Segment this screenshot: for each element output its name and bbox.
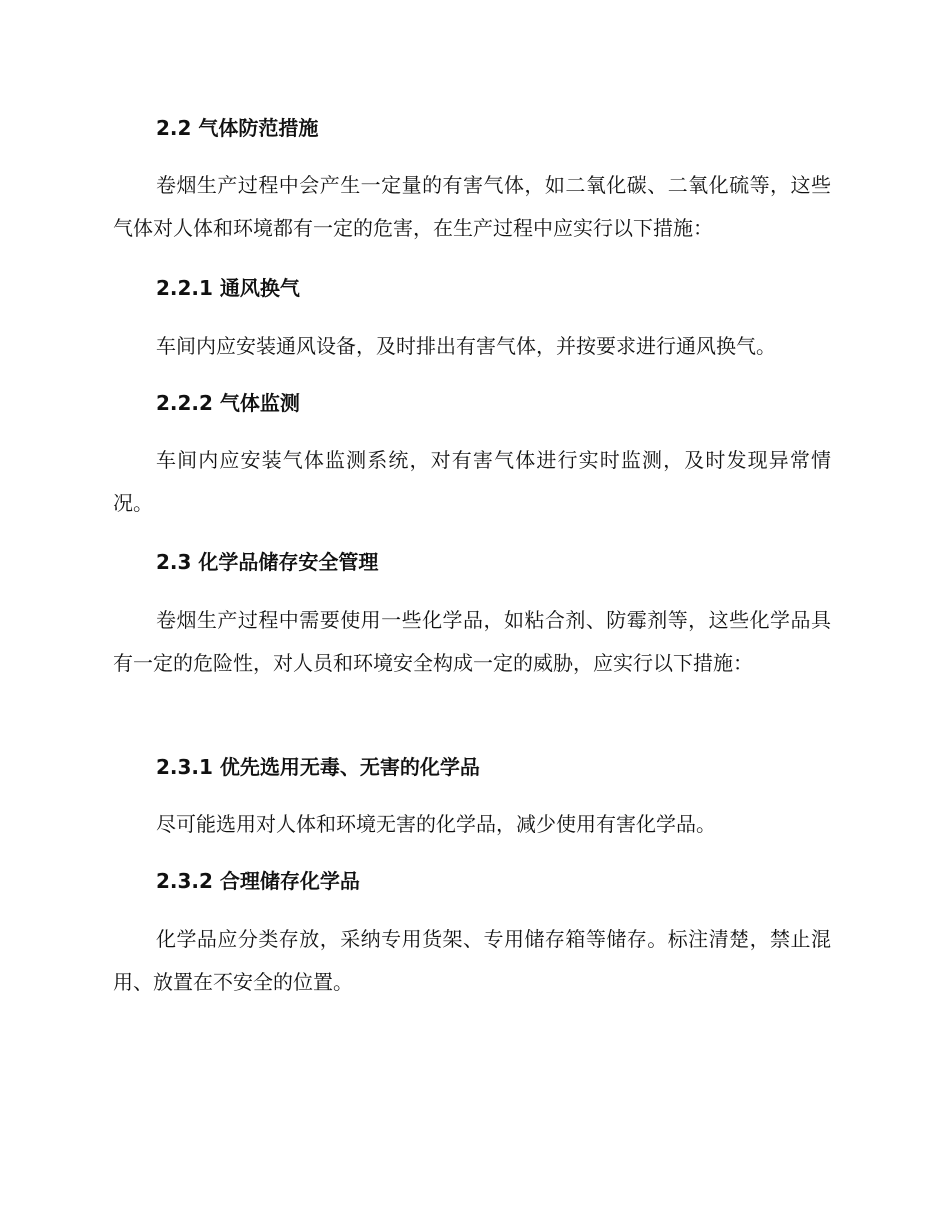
paragraph-chemical-storage: 化学品应分类存放，采纳专用货架、专用储存箱等储存。标注清楚，禁止混用、放置在不安全的位置。 <box>113 927 831 994</box>
section-heading-2-2: 2.2 气体防范措施 <box>156 116 319 140</box>
section-heading-2-2-1: 2.2.1 通风换气 <box>156 276 300 300</box>
section-heading-2-3-1: 2.3.1 优先选用无毒、无害的化学品 <box>156 755 480 779</box>
section-heading-2-2-2: 2.2.2 气体监测 <box>156 391 300 415</box>
paragraph-ventilation: 车间内应安装通风设备，及时排出有害气体，并按要求进行通风换气。 <box>156 334 776 358</box>
paragraph-gas-monitoring: 车间内应安装气体监测系统，对有害气体进行实时监测，及时发现异常情况。 <box>113 448 831 515</box>
paragraph-nontoxic-choice: 尽可能选用对人体和环境无害的化学品，减少使用有害化学品。 <box>156 812 716 836</box>
paragraph-chemical-intro: 卷烟生产过程中需要使用一些化学品，如粘合剂、防霉剂等，这些化学品具有一定的危险性，对人员和环境安全构成一定的威胁，应实行以下措施： <box>113 608 831 675</box>
paragraph-gas-intro: 卷烟生产过程中会产生一定量的有害气体，如二氧化碳、二氧化硫等，这些气体对人体和环境都有一定的危害，在生产过程中应实行以下措施： <box>113 173 831 240</box>
section-heading-2-3-2: 2.3.2 合理储存化学品 <box>156 869 360 893</box>
section-heading-2-3: 2.3 化学品储存安全管理 <box>156 550 379 574</box>
